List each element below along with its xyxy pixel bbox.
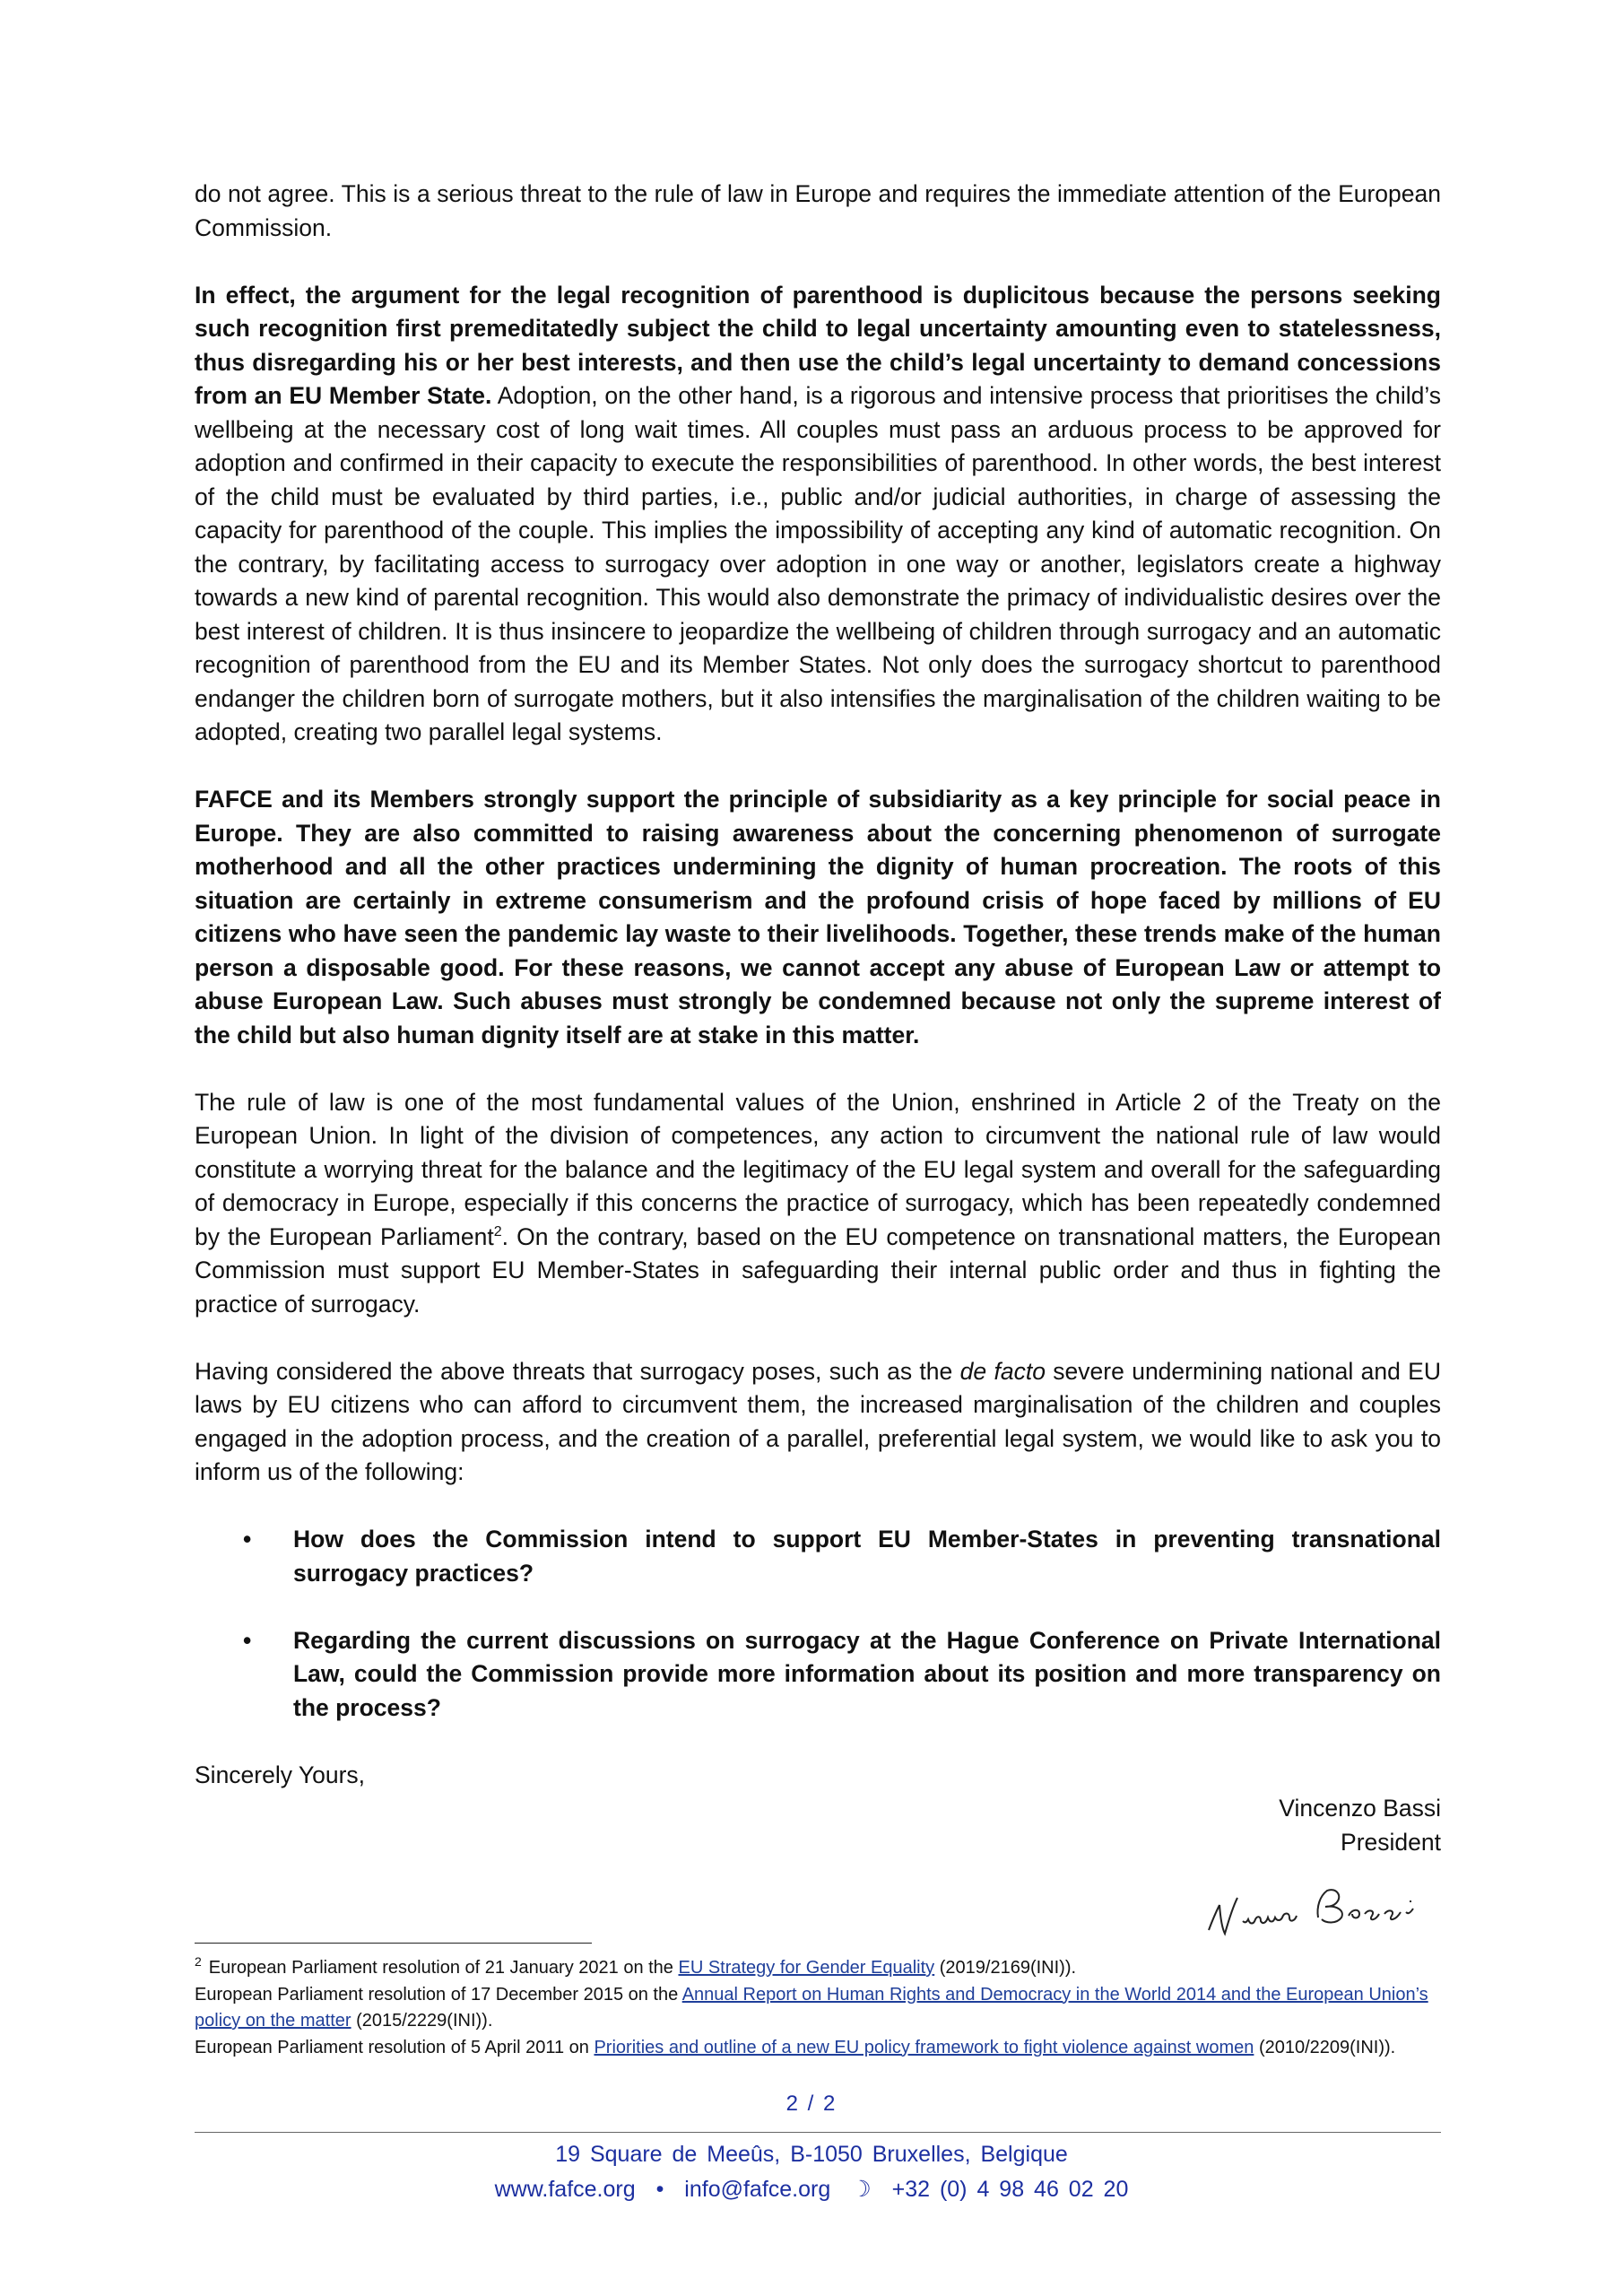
footnote-link-human-rights[interactable]: Annual Report on Human Rights and Democracy in the World 2014 and the European Union’s policy on the matter bbox=[195, 1984, 1428, 2031]
footnote-divider bbox=[195, 1943, 592, 1944]
footnote-3 bbox=[195, 2035, 1450, 2062]
question-list bbox=[195, 1523, 1441, 1725]
phone-icon: ☽ bbox=[851, 2177, 872, 2202]
bullet-icon: • bbox=[243, 1626, 252, 1654]
footer-contact bbox=[0, 2176, 1623, 2203]
paragraph-2-rest: Adoption, on the other hand, is a rigorous and intensive process that prioritises the child’s wellbeing at the necessary cost of long wait times. All couples must pass an arduous process to be approved for adoption and confirmed in their capacity to execute the responsibilities of parenthood. In other words, the best interest of the child must be evaluated by third parties, i.e., public and/or judicial authorities, in charge of assessing the capacity for parenthood of the couple. This implies the impossibility of accepting any kind of automatic recognition. On the contrary, by facilitating access to surrogacy over adoption in one way or another, legislators create a highway towards a new kind of parental recognition. This would also demonstrate the primacy of individualistic desires over the best interest of children. It is thus insincere to jeopardize the wellbeing of children through surrogacy and an automatic recognition of parenthood from the EU and its Member States. Not only does the surrogacy shortcut to parenthood endanger the children born of surrogate mothers, but it also intensifies the marginalisation of the children waiting to be adopted, creating two parallel legal systems. bbox=[195, 382, 1441, 745]
paragraph-2-bold: In effect, the argument for the legal recognition of parenthood is duplicitous because the persons seeking such recognition first premeditatedly subject the child to legal uncertainty amounting even to statelessness, thus disregarding his or her best interests, and then use the child’s legal uncertainty to demand concessions from an EU Member State. bbox=[195, 281, 1441, 409]
footnote-text: European Parliament resolution of 21 January 2021 on the bbox=[208, 1958, 679, 1978]
footer-separator: • bbox=[655, 2177, 664, 2202]
footer-phone: +32 (0) 4 98 46 02 20 bbox=[891, 2177, 1129, 2202]
paragraph-5 bbox=[195, 1355, 1441, 1490]
footnote-ref: 2 bbox=[493, 1223, 502, 1239]
footnote-text: European Parliament resolution of 17 December 2015 on the bbox=[195, 1984, 682, 2005]
footnotes bbox=[195, 1955, 1450, 2061]
footer-divider bbox=[195, 2132, 1441, 2133]
paragraph-4 bbox=[195, 1086, 1441, 1322]
footnote-text: (2015/2229(INI)). bbox=[351, 2011, 493, 2031]
paragraph-4-b: . On the contrary, based on the EU competence on transnational matters, the European Commission must support EU Member-States in safeguarding their internal public order and thus in fighting the practice of surrogacy. bbox=[195, 1222, 1441, 1318]
footer-website-link[interactable]: www.fafce.org bbox=[494, 2177, 636, 2202]
footnote-text: (2019/2169(INI)). bbox=[934, 1958, 1077, 1978]
letter-body bbox=[195, 178, 1441, 1859]
footnote-2 bbox=[195, 1982, 1450, 2035]
list-item bbox=[195, 1523, 1441, 1590]
footnote-number: 2 bbox=[195, 1954, 202, 1970]
page-number: 2 / 2 bbox=[785, 2092, 838, 2116]
paragraph-5-b: severe undermining national and EU laws by EU citizens who can afford to circumvent them, the increased marginalisation of the children and couples engaged in the adoption process, and the creation of a parallel, preferential legal system, we would like to ask you to inform us of the following: bbox=[195, 1357, 1441, 1485]
question-text: Regarding the current discussions on surrogacy at the Hague Conference on Private International Law, could the Commission provide more information about its position and more transparency on the process? bbox=[293, 1626, 1441, 1721]
paragraph-3: FAFCE and its Members strongly support the principle of subsidiarity as a key principle for social peace in Europe. They are also committed to raising awareness about the concerning phenomenon of surrogate motherhood and all the other practices undermining the dignity of human procreation. The roots of this situation are certainly in extreme consumerism and the profound crisis of hope faced by millions of EU citizens who have seen the pandemic lay waste to their livelihoods. Together, these trends make of the human person a disposable good. For these reasons, we cannot accept any abuse of European Law or attempt to abuse European Law. Such abuses must strongly be condemned because not only the supreme interest of the child but also human dignity itself are at stake in this matter. bbox=[195, 786, 1441, 1048]
footnote-link-gender-equality[interactable]: EU Strategy for Gender Equality bbox=[678, 1958, 935, 1978]
bullet-icon: • bbox=[243, 1526, 252, 1552]
footnote-link-violence-against-women[interactable]: Priorities and outline of a new EU policy framework to fight violence against women bbox=[594, 2037, 1254, 2057]
paragraph-2 bbox=[195, 279, 1441, 750]
footer-email-link[interactable]: info@fafce.org bbox=[684, 2177, 831, 2202]
paragraph-5-italic: de facto bbox=[959, 1357, 1046, 1385]
paragraph-4-a: The rule of law is one of the most fundamental values of the Union, enshrined in Article 2 of the Treaty on the European Union. In light of the division of competences, any action to circumvent the national rule of law would constitute a worrying threat for the balance and the legitimacy of the EU legal system and overall for the safeguarding of democracy in Europe, especially if this concerns the practice of surrogacy, which has been repeatedly condemned by the European Parliament bbox=[195, 1088, 1441, 1250]
signature-image bbox=[1202, 1882, 1453, 1939]
list-item bbox=[195, 1624, 1441, 1726]
footer-address: 19 Square de Meeûs, B-1050 Bruxelles, Belgique bbox=[555, 2142, 1068, 2167]
signer-name: Vincenzo Bassi bbox=[1279, 1795, 1441, 1822]
footnote-1 bbox=[195, 1955, 1450, 1982]
signer-title: President bbox=[1341, 1828, 1441, 1856]
footnote-text: European Parliament resolution of 5 April 2011 on bbox=[195, 2037, 595, 2057]
paragraph-5-a: Having considered the above threats that surrogacy poses, such as the bbox=[195, 1357, 960, 1385]
question-text: How does the Commission intend to support EU Member-States in preventing transnational surrogacy practices? bbox=[293, 1526, 1441, 1587]
footnote-text: (2010/2209(INI)). bbox=[1254, 2037, 1396, 2057]
paragraph-1: do not agree. This is a serious threat to the rule of law in Europe and requires the immediate attention of the European Commission. bbox=[195, 180, 1441, 241]
closing-salutation: Sincerely Yours, bbox=[195, 1761, 366, 1788]
